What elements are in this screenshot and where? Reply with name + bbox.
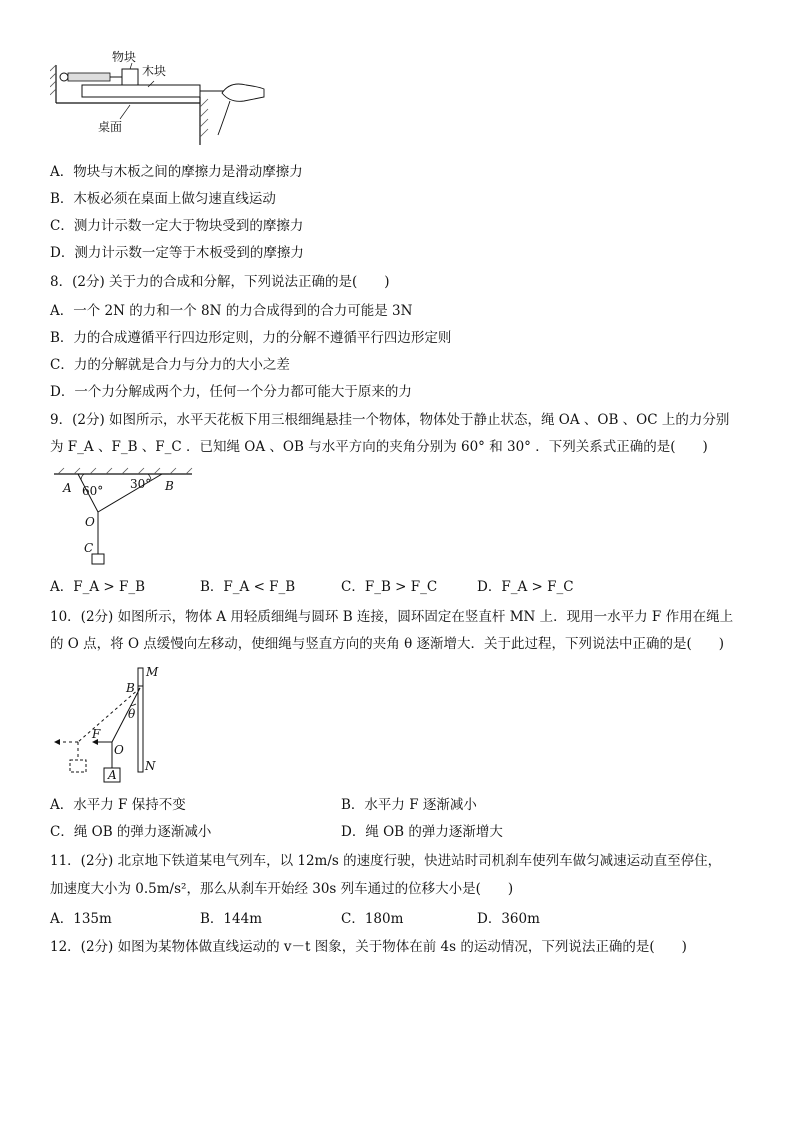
q9-option-d: D．F_A > F_C	[477, 579, 574, 595]
q9-option-b: B．F_A < F_B	[200, 579, 296, 595]
q9-stem-line2: 为 F_A 、F_B 、F_C ．已知绳 OA 、OB 与水平方向的夹角分别为 60° 和 30° ．下列关系式正确的是( )	[50, 439, 708, 455]
label-M: M	[146, 665, 159, 679]
q12-stem: 12．(2分) 如图为某物体做直线运动的 v－t 图象，关于物体在前 4s 的运动情况，下列说法正确的是( )	[50, 939, 687, 955]
q10-stem-line1: 10．(2分) 如图所示，物体 A 用轻质细绳与圆环 B 连接，圆环固定在竖直杆 MN 上．现用一水平力 F 作用在绳上	[50, 609, 734, 625]
q8-option-c: C．力的分解就是合力与分力的大小之差	[50, 357, 290, 373]
label-O: O	[114, 743, 124, 757]
label-B: B	[126, 681, 135, 695]
label-O: O	[85, 515, 95, 529]
q7-option-c: C．测力计示数一定大于物块受到的摩擦力	[50, 218, 304, 234]
q11-option-b: B．144m	[200, 911, 262, 927]
label-A: A	[108, 768, 117, 782]
q8-option-a: A．一个 2N 的力和一个 8N 的力合成得到的合力可能是 3N	[50, 303, 413, 319]
q7-option-b: B．木板必须在桌面上做匀速直线运动	[50, 191, 276, 207]
q11-option-d: D．360m	[477, 911, 540, 927]
q10-option-d: D．绳 OB 的弹力逐渐增大	[341, 824, 503, 840]
label-C: C	[84, 541, 94, 555]
label-theta: θ	[128, 707, 136, 721]
q7-option-d: D．测力计示数一定等于木板受到的摩擦力	[50, 245, 304, 261]
q10-option-b: B．水平力 F 逐渐减小	[341, 797, 477, 813]
q8-stem: 8．(2分) 关于力的合成和分解，下列说法正确的是( )	[50, 274, 390, 290]
q11-stem-line2: 加速度大小为 0.5m/s²，那么从刹车开始经 30s 列车通过的位移大小是( )	[50, 881, 514, 897]
label-F: F	[92, 727, 101, 741]
label-30: 30°	[130, 477, 152, 491]
label-table: 桌面	[98, 120, 123, 134]
label-board: 木块	[142, 64, 167, 78]
label-block: 物块	[112, 50, 137, 64]
ring-pole-diagram	[50, 662, 180, 786]
label-60: 60°	[82, 484, 104, 498]
friction-diagram	[50, 45, 265, 145]
q10-option-c: C．绳 OB 的弹力逐渐减小	[50, 824, 212, 840]
label-A: A	[63, 481, 72, 495]
q8-option-d: D．一个力分解成两个力，任何一个分力都可能大于原来的力	[50, 384, 412, 400]
label-N: N	[145, 759, 156, 773]
q9-option-c: C．F_B > F_C	[341, 579, 438, 595]
q11-stem-line1: 11．(2分) 北京地下铁道某电气列车，以 12m/s 的速度行驶，快进站时司机刹车使列车做匀减速运动直至停住，	[50, 853, 722, 869]
q10-stem-line2: 的 O 点，将 O 点缓慢向左移动，使细绳与竖直方向的夹角 θ 逐渐增大．关于此过程，下列说法中正确的是( )	[50, 636, 725, 652]
q7-option-a: A．物块与木板之间的摩擦力是滑动摩擦力	[50, 164, 303, 180]
q11-option-a: A．135m	[50, 911, 112, 927]
rope-suspension-diagram	[50, 466, 200, 568]
q10-option-a: A．水平力 F 保持不变	[50, 797, 186, 813]
label-B: B	[165, 479, 174, 493]
q9-stem-line1: 9．(2分) 如图所示，水平天花板下用三根细绳悬挂一个物体，物体处于静止状态，绳 OA 、OB 、OC 上的力分别	[50, 412, 730, 428]
q8-option-b: B．力的合成遵循平行四边形定则，力的分解不遵循平行四边形定则	[50, 330, 452, 346]
q9-option-a: A．F_A > F_B	[50, 579, 146, 595]
q11-option-c: C．180m	[341, 911, 404, 927]
